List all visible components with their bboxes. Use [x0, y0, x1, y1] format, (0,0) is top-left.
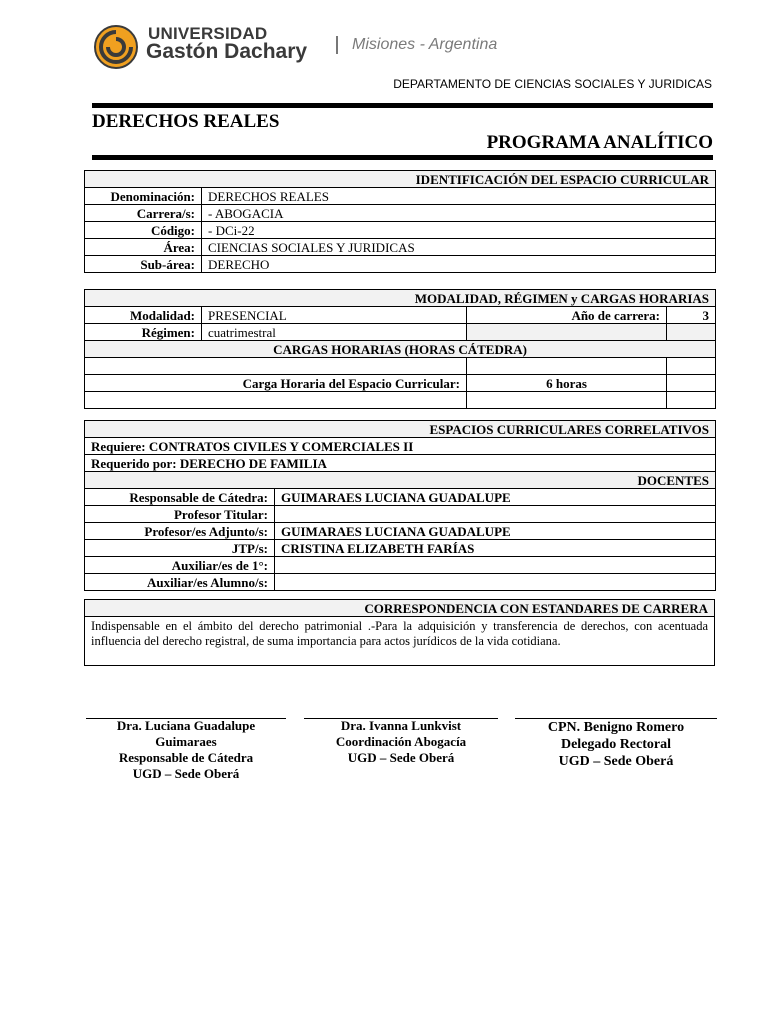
responsable-label: Responsable de Cátedra: — [85, 489, 275, 506]
regimen-value: cuatrimestral — [202, 324, 467, 341]
modality-heading: MODALIDAD, RÉGIMEN y CARGAS HORARIAS — [85, 290, 716, 307]
header-separator — [336, 36, 338, 54]
anio-label: Año de carrera: — [467, 307, 667, 324]
table-row — [85, 222, 716, 239]
profesor-adjunto-value: GUIMARAES LUCIANA GUADALUPE — [275, 523, 716, 540]
table-row — [85, 324, 716, 341]
area-value: CIENCIAS SOCIALES Y JURIDICAS — [202, 239, 716, 256]
carga-horaria-value: 6 horas — [467, 375, 667, 392]
denominacion-label: Denominación: — [85, 188, 202, 205]
profesor-titular-label: Profesor Titular: — [85, 506, 275, 523]
table-row — [85, 205, 716, 222]
empty-cell — [667, 375, 716, 392]
signature-site: UGD – Sede Oberá — [132, 766, 240, 781]
program-title: PROGRAMA ANALÍTICO — [486, 132, 713, 153]
course-title: DERECHOS REALES — [92, 111, 280, 132]
responsable-value: GUIMARAES LUCIANA GUADALUPE — [275, 489, 716, 506]
table-row — [85, 574, 716, 591]
table-row — [85, 506, 716, 523]
signature-role: Responsable de Cátedra — [118, 750, 254, 765]
modalidad-label: Modalidad: — [85, 307, 202, 324]
modality-table — [84, 289, 716, 409]
table-row — [85, 358, 716, 375]
table-row — [85, 392, 716, 409]
university-name-line1: UNIVERSIDAD — [148, 24, 268, 43]
top-rule — [92, 103, 713, 108]
carga-horaria-label: Carga Horaria del Espacio Curricular: — [85, 375, 467, 392]
ugd-logo-icon — [93, 24, 139, 70]
empty-cell — [467, 392, 667, 409]
empty-cell — [467, 324, 667, 341]
codigo-value: - DCi-22 — [202, 222, 716, 239]
profesor-adjunto-label: Profesor/es Adjunto/s: — [85, 523, 275, 540]
university-name-line2: Gastón Dachary — [146, 40, 308, 63]
signature-block-coordinacion — [304, 718, 498, 766]
carrera-value: - ABOGACIA — [202, 205, 716, 222]
signature-name: CPN. Benigno Romero — [547, 720, 685, 735]
signature-site: UGD – Sede Oberá — [558, 754, 674, 769]
jtp-label: JTP/s: — [85, 540, 275, 557]
correspondence-table — [84, 599, 715, 666]
table-row — [85, 540, 716, 557]
carrera-label: Carrera/s: — [85, 205, 202, 222]
anio-value: 3 — [667, 307, 716, 324]
empty-cell — [467, 358, 667, 375]
empty-cell — [667, 324, 716, 341]
signature-name: Dra. Luciana Guadalupe — [116, 718, 256, 733]
correspondence-heading: CORRESPONDENCIA CON ESTANDARES DE CARRERA — [85, 600, 715, 617]
auxiliar-value — [275, 557, 716, 574]
auxiliar-label: Auxiliar/es de 1°: — [85, 557, 275, 574]
signature-name-cont: Guimaraes — [155, 734, 217, 749]
table-row — [85, 256, 716, 273]
required-by-text: Requerido por: DERECHO DE FAMILIA — [85, 455, 716, 472]
table-row — [85, 375, 716, 392]
empty-cell — [667, 358, 716, 375]
correlatives-table — [84, 420, 716, 591]
signature-block-catedra — [86, 718, 286, 782]
docentes-heading: DOCENTES — [85, 472, 716, 489]
signature-block-rectoral — [515, 719, 717, 770]
auxiliar-alumno-value — [275, 574, 716, 591]
requires-text: Requiere: CONTRATOS CIVILES Y COMERCIALES II — [85, 438, 716, 455]
table-row — [85, 188, 716, 205]
empty-cell — [85, 358, 467, 375]
correlatives-heading: ESPACIOS CURRICULARES CORRELATIVOS — [85, 421, 716, 438]
jtp-value: CRISTINA ELIZABETH FARÍAS — [275, 540, 716, 557]
signature-name: Dra. Ivanna Lunkvist — [340, 718, 462, 733]
location-tagline: Misiones - Argentina — [352, 36, 498, 53]
table-row — [85, 489, 716, 506]
empty-cell — [667, 392, 716, 409]
denominacion-value: DERECHOS REALES — [202, 188, 716, 205]
modalidad-value: PRESENCIAL — [202, 307, 467, 324]
profesor-titular-value — [275, 506, 716, 523]
subarea-value: DERECHO — [202, 256, 716, 273]
regimen-label: Régimen: — [85, 324, 202, 341]
table-row — [85, 239, 716, 256]
department-name: DEPARTAMENTO DE CIENCIAS SOCIALES Y JURIDICAS — [393, 77, 712, 91]
subarea-label: Sub-área: — [85, 256, 202, 273]
signature-role: Delegado Rectoral — [560, 737, 672, 752]
signature-role: Coordinación Abogacía — [335, 734, 467, 749]
identification-heading: IDENTIFICACIÓN DEL ESPACIO CURRICULAR — [85, 171, 716, 188]
auxiliar-alumno-label: Auxiliar/es Alumno/s: — [85, 574, 275, 591]
title-rule — [92, 155, 713, 160]
table-row — [85, 557, 716, 574]
table-row — [85, 523, 716, 540]
codigo-label: Código: — [85, 222, 202, 239]
correspondence-text: Indispensable en el ámbito del derecho patrimonial .-Para la adquisición y transferencia de derechos, con acentuada influencia del derecho registral, de suma importancia para actos jurídicos de la vida cotidiana. — [85, 617, 715, 666]
cargas-heading: CARGAS HORARIAS (HORAS CÁTEDRA) — [85, 341, 716, 358]
area-label: Área: — [85, 239, 202, 256]
table-row — [85, 307, 716, 324]
identification-table — [84, 170, 716, 273]
empty-cell — [85, 392, 467, 409]
signature-site: UGD – Sede Oberá — [347, 750, 455, 765]
